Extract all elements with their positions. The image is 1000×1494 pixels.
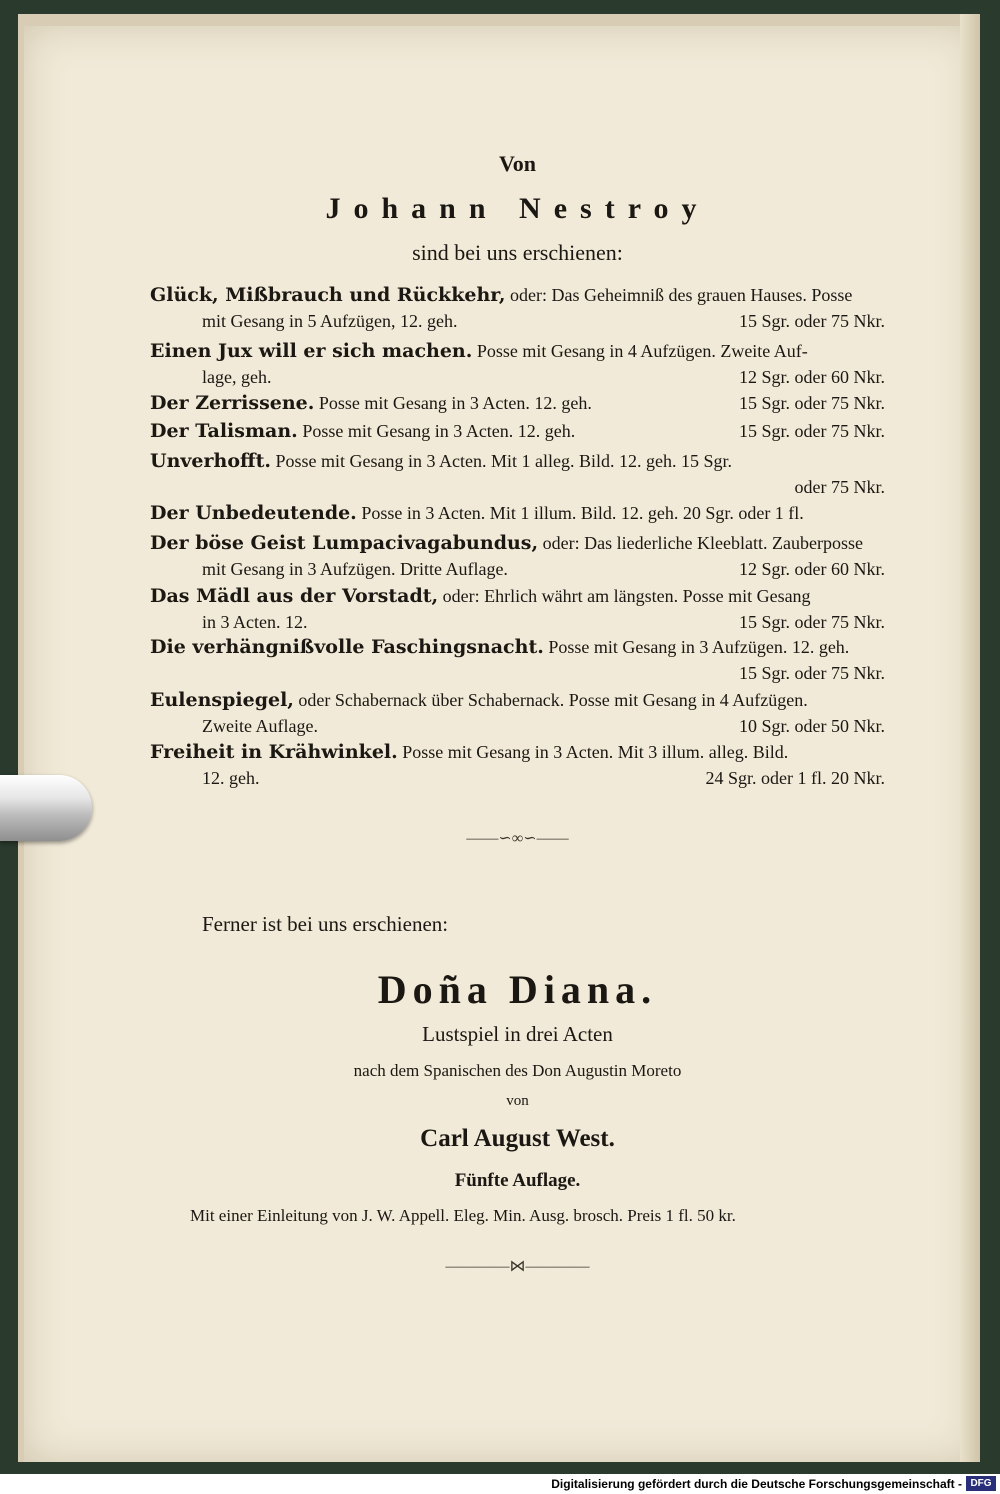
ornament-divider: ——∽∞∽—— xyxy=(466,830,569,847)
entry-title: Das Mädl aus der Vorstadt, xyxy=(150,585,439,607)
list-item xyxy=(150,530,885,582)
entry-text: Posse mit Gesang in 3 Acten. 12. geh. xyxy=(318,393,592,413)
entry-price: 12 Sgr. oder 60 Nkr. xyxy=(739,367,885,387)
entry-text: Posse in 3 Acten. Mit 1 illum. Bild. 12. geh. 20 Sgr. oder 1 fl. xyxy=(361,503,804,523)
entry-title: Eulenspiegel, xyxy=(150,689,294,711)
header-von: Von xyxy=(498,151,537,176)
entry-title: Der Talisman. xyxy=(150,420,298,442)
entry-text: oder: Das Geheimniß des grauen Hauses. Posse xyxy=(510,285,853,305)
footer-bar xyxy=(0,1474,1000,1494)
entry-title: Unverhofft. xyxy=(150,450,271,472)
list-item xyxy=(150,448,885,497)
header-author: Johann Nestroy xyxy=(325,192,710,225)
entry-price: 24 Sgr. oder 1 fl. 20 Nkr. xyxy=(705,768,885,788)
entry-text: oder: Ehrlich währt am längsten. Posse mit Gesang xyxy=(442,586,811,606)
book-subtitle: Lustspiel in drei Acten xyxy=(422,1022,613,1046)
footer-text: Digitalisierung gefördert durch die Deutsche Forschungsgemeinschaft - xyxy=(551,1477,962,1491)
page-clip xyxy=(0,775,92,841)
entry-text: Zweite Auflage. xyxy=(202,716,318,736)
list-item xyxy=(150,282,885,334)
book-von: von xyxy=(506,1093,529,1109)
list-item xyxy=(150,500,885,526)
entry-title: Der Unbedeutende. xyxy=(150,502,357,524)
list-item xyxy=(150,418,885,444)
list-item xyxy=(150,634,885,683)
entry-title: Der böse Geist Lumpacivagabundus, xyxy=(150,532,539,554)
book-title: Doña Diana. xyxy=(377,967,658,1012)
entry-price: 15 Sgr. oder 75 Nkr. xyxy=(739,612,885,632)
header-intro: sind bei uns erschienen: xyxy=(412,240,623,265)
section-intro: Ferner ist bei uns erschienen: xyxy=(202,912,449,936)
book-source: nach dem Spanischen des Don Augustin Moreto xyxy=(353,1061,682,1080)
list-item xyxy=(150,338,885,390)
dfg-logo-icon: DFG xyxy=(966,1476,996,1491)
entry-price: oder 75 Nkr. xyxy=(794,477,885,497)
entry-text: mit Gesang in 3 Aufzügen. Dritte Auflage. xyxy=(202,559,508,579)
list-item xyxy=(150,583,885,635)
book-edition: Fünfte Auflage. xyxy=(454,1170,581,1191)
entry-text: 12. geh. xyxy=(202,768,260,788)
book-details: Mit einer Einleitung von J. W. Appell. Eleg. Min. Ausg. brosch. Preis 1 fl. 50 kr. xyxy=(190,1206,736,1225)
entry-price: 12 Sgr. oder 60 Nkr. xyxy=(739,559,885,579)
entry-price: 15 Sgr. oder 75 Nkr. xyxy=(739,663,885,683)
entry-title: Glück, Mißbrauch und Rückkehr, xyxy=(150,284,506,306)
entry-title: Die verhängnißvolle Faschingsnacht. xyxy=(150,636,544,658)
entry-text: Posse mit Gesang in 4 Aufzügen. Zweite Auf- xyxy=(476,341,808,361)
entry-title: Einen Jux will er sich machen. xyxy=(150,340,473,362)
entry-text: Posse mit Gesang in 3 Acten. 12. geh. xyxy=(302,421,576,441)
entry-text: Posse mit Gesang in 3 Acten. Mit 3 illum. alleg. Bild. xyxy=(402,742,789,762)
book-author: Carl August West. xyxy=(420,1125,615,1152)
entry-price: 15 Sgr. oder 75 Nkr. xyxy=(739,311,885,331)
entry-text: in 3 Acten. 12. xyxy=(202,612,308,632)
entry-text: oder Schabernack über Schabernack. Posse mit Gesang in 4 Aufzügen. xyxy=(298,690,808,710)
list-item xyxy=(150,390,885,416)
list-item xyxy=(150,687,885,739)
entry-title: Der Zerrissene. xyxy=(150,392,315,414)
entry-text: Posse mit Gesang in 3 Aufzügen. 12. geh. xyxy=(548,637,850,657)
page-edge xyxy=(960,14,980,1462)
entry-text: oder: Das liederliche Kleeblatt. Zauberposse xyxy=(542,533,863,553)
entry-text: mit Gesang in 5 Aufzügen, 12. geh. xyxy=(202,311,458,331)
entry-price: 15 Sgr. oder 75 Nkr. xyxy=(739,421,885,441)
entry-price: 10 Sgr. oder 50 Nkr. xyxy=(739,716,885,736)
entry-text: lage, geh. xyxy=(202,367,272,387)
list-item xyxy=(150,739,885,791)
entry-text: Posse mit Gesang in 3 Acten. Mit 1 alleg. Bild. 12. geh. 15 Sgr. xyxy=(275,451,732,471)
entry-title: Freiheit in Krähwinkel. xyxy=(150,741,398,763)
entry-price: 15 Sgr. oder 75 Nkr. xyxy=(739,393,885,413)
ornament-divider: ————⋈———— xyxy=(445,1258,590,1275)
